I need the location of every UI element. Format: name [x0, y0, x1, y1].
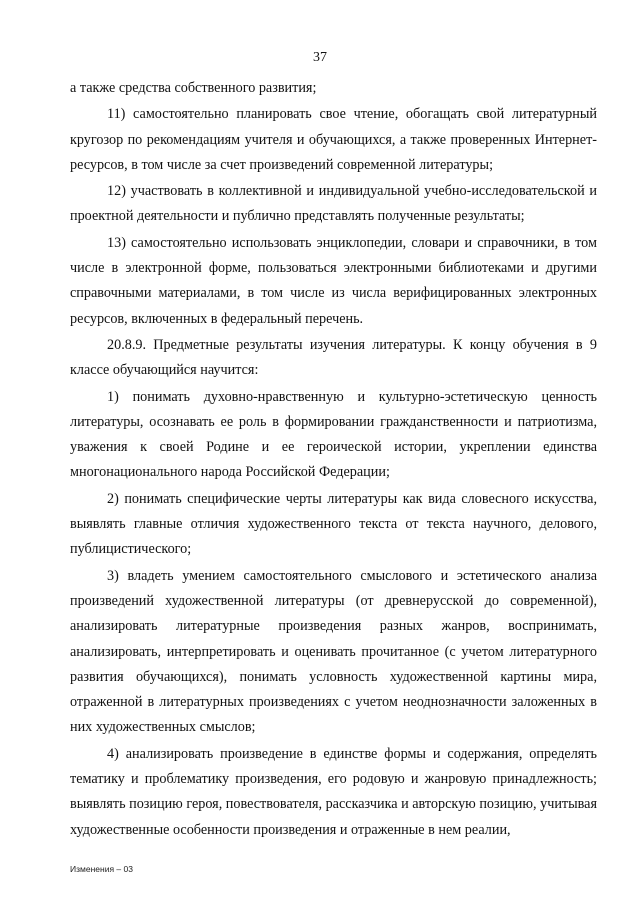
page-number: 37 — [313, 50, 327, 65]
paragraph-continuation: а также средства собственного развития; — [70, 80, 317, 96]
paragraph-item-12: 12) участвовать в коллективной и индивидуальной учебно-исследовательской и проектной деятельности и публично представлять полученные результаты; — [70, 183, 597, 225]
paragraph-item-3: 3) владеть умением самостоятельного смыслового и эстетического анализа произведений художественной литературы (от древнерусской до современной), анализировать литературные произведения разных жанров, воспринимать, анализировать, интерпретировать и оценивать прочитанное (с учетом литературного развития обучающихся), понимать условность художественной картины мира, отраженной в литературных произведениях с учетом неоднозначности заложенных в них художественных смыслов; — [70, 567, 597, 736]
paragraph-item-4: 4) анализировать произведение в единстве формы и содержания, определять тематику и проблематику произведения, его родовую и жанровую принадлежность; выявлять позицию героя, повествователя, рассказчика и авторскую позицию, учитывая художественные особенности произведения и отраженные в нем реалии, — [70, 745, 597, 838]
paragraph-item-2: 2) понимать специфические черты литературы как вида словесного искусства, выявлять главные отличия художественного текста от текста научного, делового, публицистического; — [70, 490, 597, 558]
paragraph-item-1: 1) понимать духовно-нравственную и культурно-эстетическую ценность литературы, осознавать ее роль в формировании гражданственности и патриотизма, уважения к своей Родине и ее героической истории, укреплении единства многонационального народа Российской Федерации; — [70, 388, 597, 481]
paragraph-section-20-8-9: 20.8.9. Предметные результаты изучения литературы. К концу обучения в 9 классе обучающийся научится: — [70, 336, 597, 379]
footer-note: Изменения – 03 — [70, 864, 133, 874]
body-text — [70, 76, 597, 844]
paragraph-item-11: 11) самостоятельно планировать свое чтение, обогащать свой литературный кругозор по рекомендациям учителя и обучающихся, а также проверенных Интернет-ресурсов, в том числе за счет произведений современной литературы; — [70, 106, 597, 173]
paragraph-item-13: 13) самостоятельно использовать энциклопедии, словари и справочники, в том числе в электронной форме, пользоваться электронными библиотеками и другими справочными материалами, в том числе из числа верифицированных электронных ресурсов, включенных в федеральный перечень. — [70, 234, 597, 327]
